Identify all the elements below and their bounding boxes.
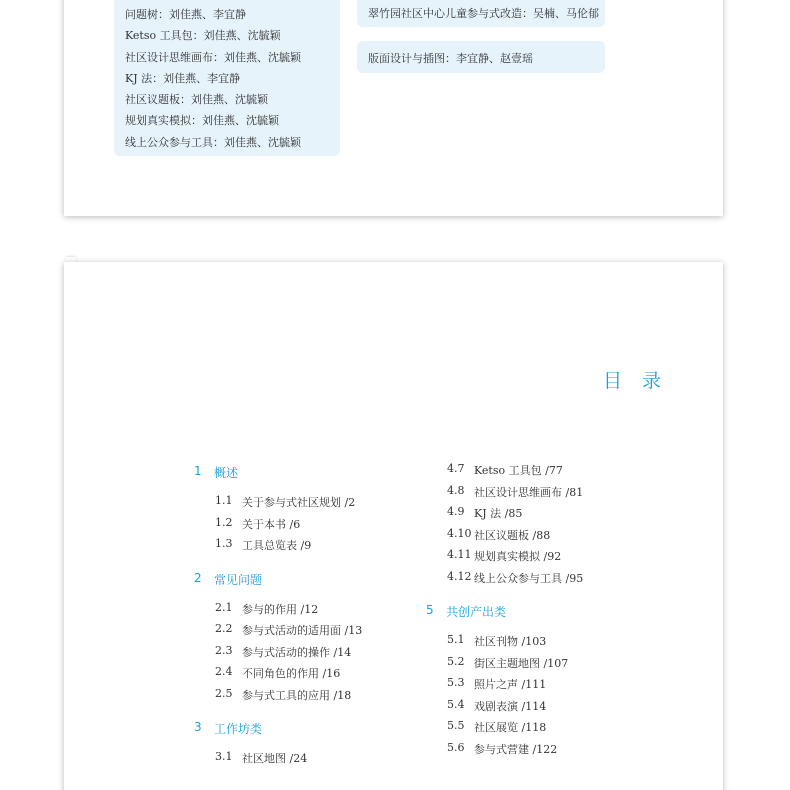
toc-entry[interactable] xyxy=(426,741,646,763)
toc-entry[interactable] xyxy=(194,665,414,687)
toc-chapter[interactable] xyxy=(194,571,414,592)
credits-box-left xyxy=(114,0,340,156)
entry-number: 2.1 xyxy=(215,600,233,614)
toc-entry[interactable] xyxy=(194,687,414,709)
entry-number: 4.10 xyxy=(447,526,472,540)
entry-number: 4.8 xyxy=(447,483,465,497)
toc-entry[interactable] xyxy=(426,719,646,741)
entry-title: 街区主题地图 /107 xyxy=(474,656,569,670)
chapter-title: 共创产出类 xyxy=(446,605,507,619)
entry-number: 4.7 xyxy=(447,462,465,475)
credit-line: 翠竹园社区中心儿童参与式改造：吴楠、马伦郁 xyxy=(368,7,599,20)
toc-entry[interactable] xyxy=(194,494,414,516)
toc-entry[interactable] xyxy=(426,462,646,484)
entry-title: 戏剧表演 /114 xyxy=(474,699,547,713)
credit-line: KJ 法：刘佳燕、李宜静 xyxy=(125,71,241,85)
entry-number: 5.5 xyxy=(447,719,465,732)
toc-left-column xyxy=(194,464,414,772)
entry-number: 5.6 xyxy=(447,740,465,754)
toc-entry[interactable] xyxy=(194,601,414,623)
toc-title: 目录 xyxy=(603,370,682,392)
credit-line: 线上公众参与工具：刘佳燕、沈毓颖 xyxy=(125,135,301,149)
credit-line: Ketso 工具包：刘佳燕、沈毓颖 xyxy=(125,29,281,43)
entry-title: 社区议题板 /88 xyxy=(474,528,551,542)
entry-number: 5.4 xyxy=(447,697,465,711)
credits-box-right-2 xyxy=(357,41,605,73)
entry-number: 5.2 xyxy=(447,654,465,668)
entry-number: 4.12 xyxy=(447,569,472,583)
entry-number: 2.4 xyxy=(215,665,233,678)
entry-number: 4.11 xyxy=(447,548,472,561)
entry-title: 参与式营建 /122 xyxy=(474,742,558,756)
chapter-number: 1 xyxy=(194,464,202,478)
toc-entry[interactable] xyxy=(426,676,646,698)
entry-title: 社区地图 /24 xyxy=(242,752,308,765)
toc-entry[interactable] xyxy=(426,698,646,720)
toc-entry[interactable] xyxy=(426,570,646,592)
chapter-number: 5 xyxy=(426,603,434,617)
entry-title: 关于本书 /6 xyxy=(242,517,301,531)
entry-number: 3.1 xyxy=(215,750,233,763)
credits-page xyxy=(64,0,723,216)
chapter-number: 2 xyxy=(194,570,202,585)
entry-title: 社区设计思维画布 /81 xyxy=(474,485,584,499)
toc-chapter[interactable] xyxy=(194,720,414,741)
chapter-title: 工作坊类 xyxy=(214,722,263,736)
toc-entry[interactable] xyxy=(426,633,646,655)
entry-title: 照片之声 /111 xyxy=(474,678,547,691)
credit-line: 社区设计思维画布：刘佳燕、沈毓颖 xyxy=(125,50,301,64)
entry-title: 社区展览 /118 xyxy=(474,721,547,734)
toc-entry[interactable] xyxy=(194,516,414,538)
chapter-title: 概述 xyxy=(214,466,239,480)
entry-title: 不同角色的作用 /16 xyxy=(242,667,341,680)
entry-number: 2.3 xyxy=(215,643,233,657)
chapter-number: 3 xyxy=(194,720,202,734)
entry-title: 规划真实模拟 /92 xyxy=(474,550,562,563)
toc-chapter[interactable] xyxy=(426,603,646,624)
entry-title: 工具总览表 /9 xyxy=(242,539,312,552)
entry-title: 关于参与式社区规划 /2 xyxy=(242,496,356,509)
toc-entry[interactable] xyxy=(426,548,646,570)
toc-chapter[interactable] xyxy=(194,464,414,485)
entry-title: 参与式活动的操作 /14 xyxy=(242,645,352,659)
entry-number: 1.1 xyxy=(215,494,233,507)
toc-page xyxy=(64,262,723,790)
entry-number: 2.2 xyxy=(215,622,233,635)
entry-title: 线上公众参与工具 /95 xyxy=(474,571,584,585)
toc-entry[interactable] xyxy=(426,655,646,677)
entry-title: 社区刊物 /103 xyxy=(474,635,547,648)
toc-right-column xyxy=(426,462,646,762)
entry-number: 5.1 xyxy=(447,633,465,646)
credits-box-right-1 xyxy=(357,0,605,27)
credit-line: 社区议题板：刘佳燕、沈毓颖 xyxy=(125,93,268,107)
entry-title: KJ 法 /85 xyxy=(474,507,523,520)
credit-line: 规划真实模拟：刘佳燕、沈毓颖 xyxy=(125,114,279,128)
entry-title: 参与的作用 /12 xyxy=(242,602,319,616)
toc-entry[interactable] xyxy=(426,527,646,549)
toc-entry[interactable] xyxy=(194,750,414,772)
credit-line: 问题树：刘佳燕、李宜静 xyxy=(125,8,246,21)
toc-entry[interactable] xyxy=(194,644,414,666)
entry-number: 4.9 xyxy=(447,505,465,518)
chapter-title: 常见问题 xyxy=(214,572,263,587)
credit-line: 版面设计与插图：李宜静、赵壹瑶 xyxy=(368,52,533,65)
entry-title: 参与式工具的应用 /18 xyxy=(242,688,352,702)
toc-entry[interactable] xyxy=(426,484,646,506)
entry-title: Ketso 工具包 /77 xyxy=(474,464,563,477)
toc-entry[interactable] xyxy=(194,622,414,644)
entry-number: 1.3 xyxy=(215,537,233,550)
entry-number: 5.3 xyxy=(447,676,465,689)
toc-entry[interactable] xyxy=(426,505,646,527)
toc-entry[interactable] xyxy=(194,537,414,559)
entry-number: 1.2 xyxy=(215,515,233,529)
entry-number: 2.5 xyxy=(215,686,233,700)
entry-title: 参与式活动的适用面 /13 xyxy=(242,624,363,637)
